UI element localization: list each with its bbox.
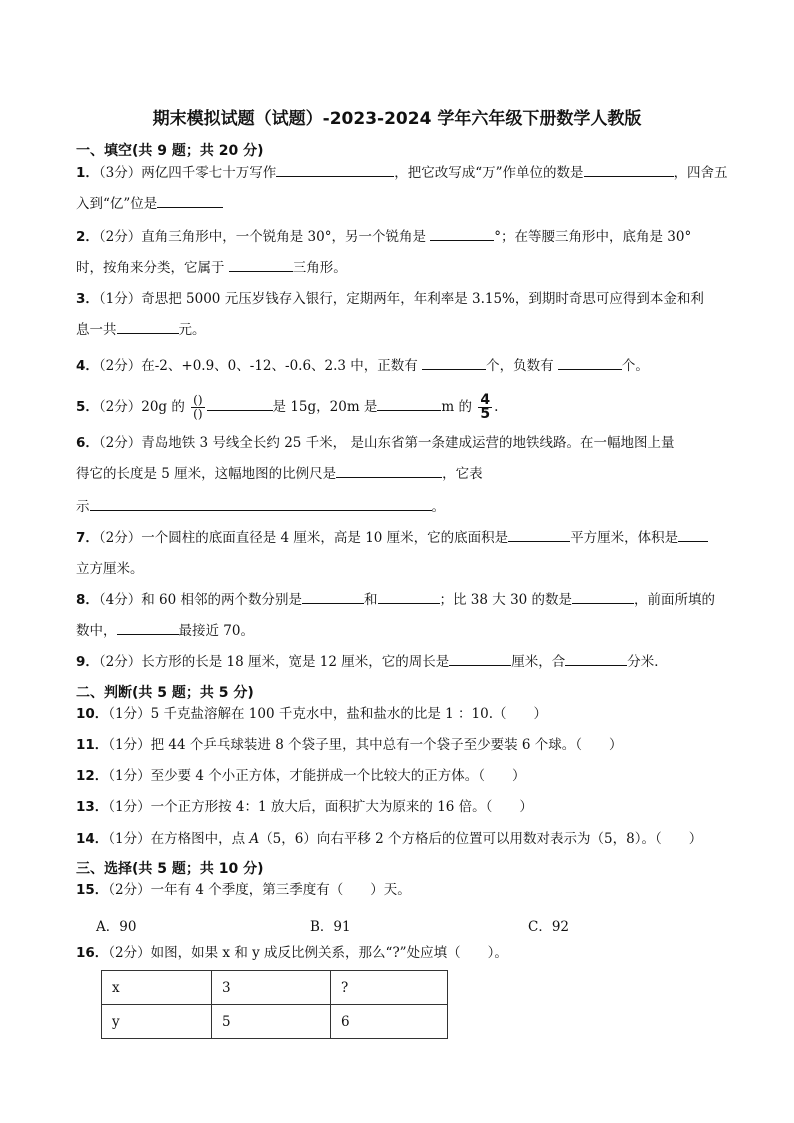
table-row xyxy=(102,1005,448,1039)
question-score: （1分） xyxy=(108,768,151,784)
question-2: 2．（2分）直角三角形中，一个锐角是 30°，另一个锐角是 °；在等腰三角形中，底角是 30° xyxy=(76,222,748,253)
answer-blank[interactable] xyxy=(678,523,708,542)
answer-blank[interactable] xyxy=(117,315,179,334)
question-score: （1分） xyxy=(108,706,151,722)
answer-blank[interactable] xyxy=(229,253,293,272)
question-score: （2分） xyxy=(98,399,142,415)
question-8-cont: 数中， 最接近 70。 xyxy=(76,616,748,647)
question-number: 3． xyxy=(76,291,99,307)
question-score: （2分） xyxy=(98,435,142,451)
question-9: 9．（2分）长方形的长是 18 厘米，宽是 12 厘米，它的周长是 厘米，合 分米． xyxy=(76,647,748,678)
table-cell: y xyxy=(102,1005,212,1039)
question-5: 5．（2分）20g 的 $\frac{()}{()}$ 是 15g，20m 是 m 的 $\frac{4}{5}$ . xyxy=(76,392,499,422)
question-6: 6．（2分）青岛地铁 3 号线全长约 25 千米， 是山东省第一条建成运营的地铁线路。在一幅地图上量 xyxy=(76,435,675,451)
answer-blank[interactable] xyxy=(422,351,486,370)
answer-blank[interactable] xyxy=(449,647,511,666)
section-heading-fill-blank: 一、填空(共 9 题；共 20 分) xyxy=(76,143,264,159)
question-score: （1分） xyxy=(108,831,151,847)
answer-blank[interactable] xyxy=(117,616,179,635)
question-number: 12． xyxy=(76,768,109,784)
question-number: 1． xyxy=(76,165,99,181)
question-11: 11．（1分）把 44 个乒乓球装进 8 个袋子里，其中总有一个袋子至少要装 6 个球。（ ） xyxy=(76,737,623,753)
question-score: （2分） xyxy=(98,654,142,670)
question-score: （2分） xyxy=(98,530,142,546)
question-score: （3分） xyxy=(98,165,142,181)
option-c[interactable]: C．92 xyxy=(528,919,570,935)
question-score: （2分） xyxy=(98,229,142,245)
question-6-cont: 得它的长度是 5 厘米，这幅地图的比例尺是 ，它表 xyxy=(76,459,748,490)
question-6-cont2: 示 。 xyxy=(76,492,748,523)
question-1-cont: 入到“亿”位是 xyxy=(76,189,748,220)
answer-blank[interactable] xyxy=(584,158,674,177)
question-15: 15．（2分）一年有 4 个季度，第三季度有（ ）天。 xyxy=(76,882,411,898)
question-number: 2． xyxy=(76,229,99,245)
table-cell: 6 xyxy=(331,1005,448,1039)
answer-blank[interactable] xyxy=(302,585,364,604)
answer-blank[interactable] xyxy=(572,585,634,604)
answer-blank[interactable] xyxy=(430,222,494,241)
answer-blank[interactable] xyxy=(377,392,441,411)
question-number: 8． xyxy=(76,592,99,608)
question-number: 11． xyxy=(76,737,109,753)
answer-blank[interactable] xyxy=(558,351,622,370)
question-number: 14． xyxy=(76,831,109,847)
answer-blank[interactable] xyxy=(565,647,627,666)
answer-blank[interactable] xyxy=(508,523,570,542)
question-12: 12．（1分）至少要 4 个小正方体，才能拼成一个比较大的正方体。（ ） xyxy=(76,768,526,784)
question-number: 4． xyxy=(76,358,99,374)
table-cell: x xyxy=(102,971,212,1005)
question-16: 16．（2分）如图，如果 x 和 y 成反比例关系，那么“?”处应填（ ）。 xyxy=(76,945,508,961)
answer-blank[interactable] xyxy=(157,189,223,208)
table-cell: 3 xyxy=(212,971,331,1005)
question-score: （2分） xyxy=(98,358,142,374)
answer-blank[interactable] xyxy=(276,158,394,177)
question-score: （4分） xyxy=(98,592,142,608)
question-3-cont: 息一共 元。 xyxy=(76,315,748,346)
question-1: 1．（3分）两亿四千零七十万写作 ，把它改写成“万”作单位的数是 ，四舍五 xyxy=(76,158,748,189)
answer-blank[interactable] xyxy=(336,459,442,478)
question-7-cont: 立方厘米。 xyxy=(76,561,144,577)
question-score: （2分） xyxy=(108,945,151,961)
xy-table xyxy=(101,970,448,1039)
question-8: 8．（4分）和 60 相邻的两个数分别是 和 ；比 38 大 30 的数是 ，前面所填的 xyxy=(76,585,748,616)
question-number: 16． xyxy=(76,945,109,961)
question-score: （1分） xyxy=(98,291,142,307)
question-number: 13． xyxy=(76,799,109,815)
question-score: （1分） xyxy=(108,737,151,753)
option-b[interactable]: B．91 xyxy=(310,919,351,935)
question-4: 4．（2分）在-2、+0.9、0、-12、-0.6、2.3 中，正数有 个，负数有 个。 xyxy=(76,351,748,382)
answer-blank[interactable] xyxy=(90,492,432,511)
table-row xyxy=(102,971,448,1005)
question-score: （1分） xyxy=(108,799,151,815)
question-number: 15． xyxy=(76,882,109,898)
answer-blank[interactable] xyxy=(207,392,273,411)
section-heading-true-false: 二、判断(共 5 题；共 5 分) xyxy=(76,685,254,701)
question-14: 14．（1分）在方格图中，点 A（5，6）向右平移 2 个方格后的位置可以用数对表示为（5，8）。（ ） xyxy=(76,831,703,847)
question-13: 13．（1分）一个正方形按 4：1 放大后，面积扩大为原来的 16 倍。（ ） xyxy=(76,799,533,815)
question-number: 10． xyxy=(76,706,109,722)
question-2-cont: 时，按角来分类，它属于 三角形。 xyxy=(76,253,748,284)
table-cell: ? xyxy=(331,971,448,1005)
page-title: 期末模拟试题（试题）-2023-2024 学年六年级下册数学人教版 xyxy=(152,109,642,129)
question-score: （2分） xyxy=(108,882,151,898)
question-number: 6． xyxy=(76,435,99,451)
question-10: 10．（1分）5 千克盐溶解在 100 千克水中，盐和盐水的比是 1 ：10.（ ） xyxy=(76,706,548,722)
fraction-four-fifths: $\frac{4}{5}$ xyxy=(480,392,491,422)
question-number: 5． xyxy=(76,399,99,415)
section-heading-multiple-choice: 三、选择(共 5 题；共 10 分) xyxy=(76,861,264,877)
question-number: 7． xyxy=(76,530,99,546)
question-3: 3．（1分）奇思把 5000 元压岁钱存入银行，定期两年，年利率是 3.15%，到期时奇思可应得到本金和利 xyxy=(76,291,704,307)
fraction-blank[interactable]: $\frac{()}{()}$ xyxy=(193,393,203,421)
answer-blank[interactable] xyxy=(378,585,440,604)
option-a[interactable]: A．90 xyxy=(96,919,137,935)
table-cell: 5 xyxy=(212,1005,331,1039)
question-number: 9． xyxy=(76,654,99,670)
question-7: 7．（2分）一个圆柱的底面直径是 4 厘米，高是 10 厘米，它的底面积是 平方厘米，体积是 xyxy=(76,523,748,554)
